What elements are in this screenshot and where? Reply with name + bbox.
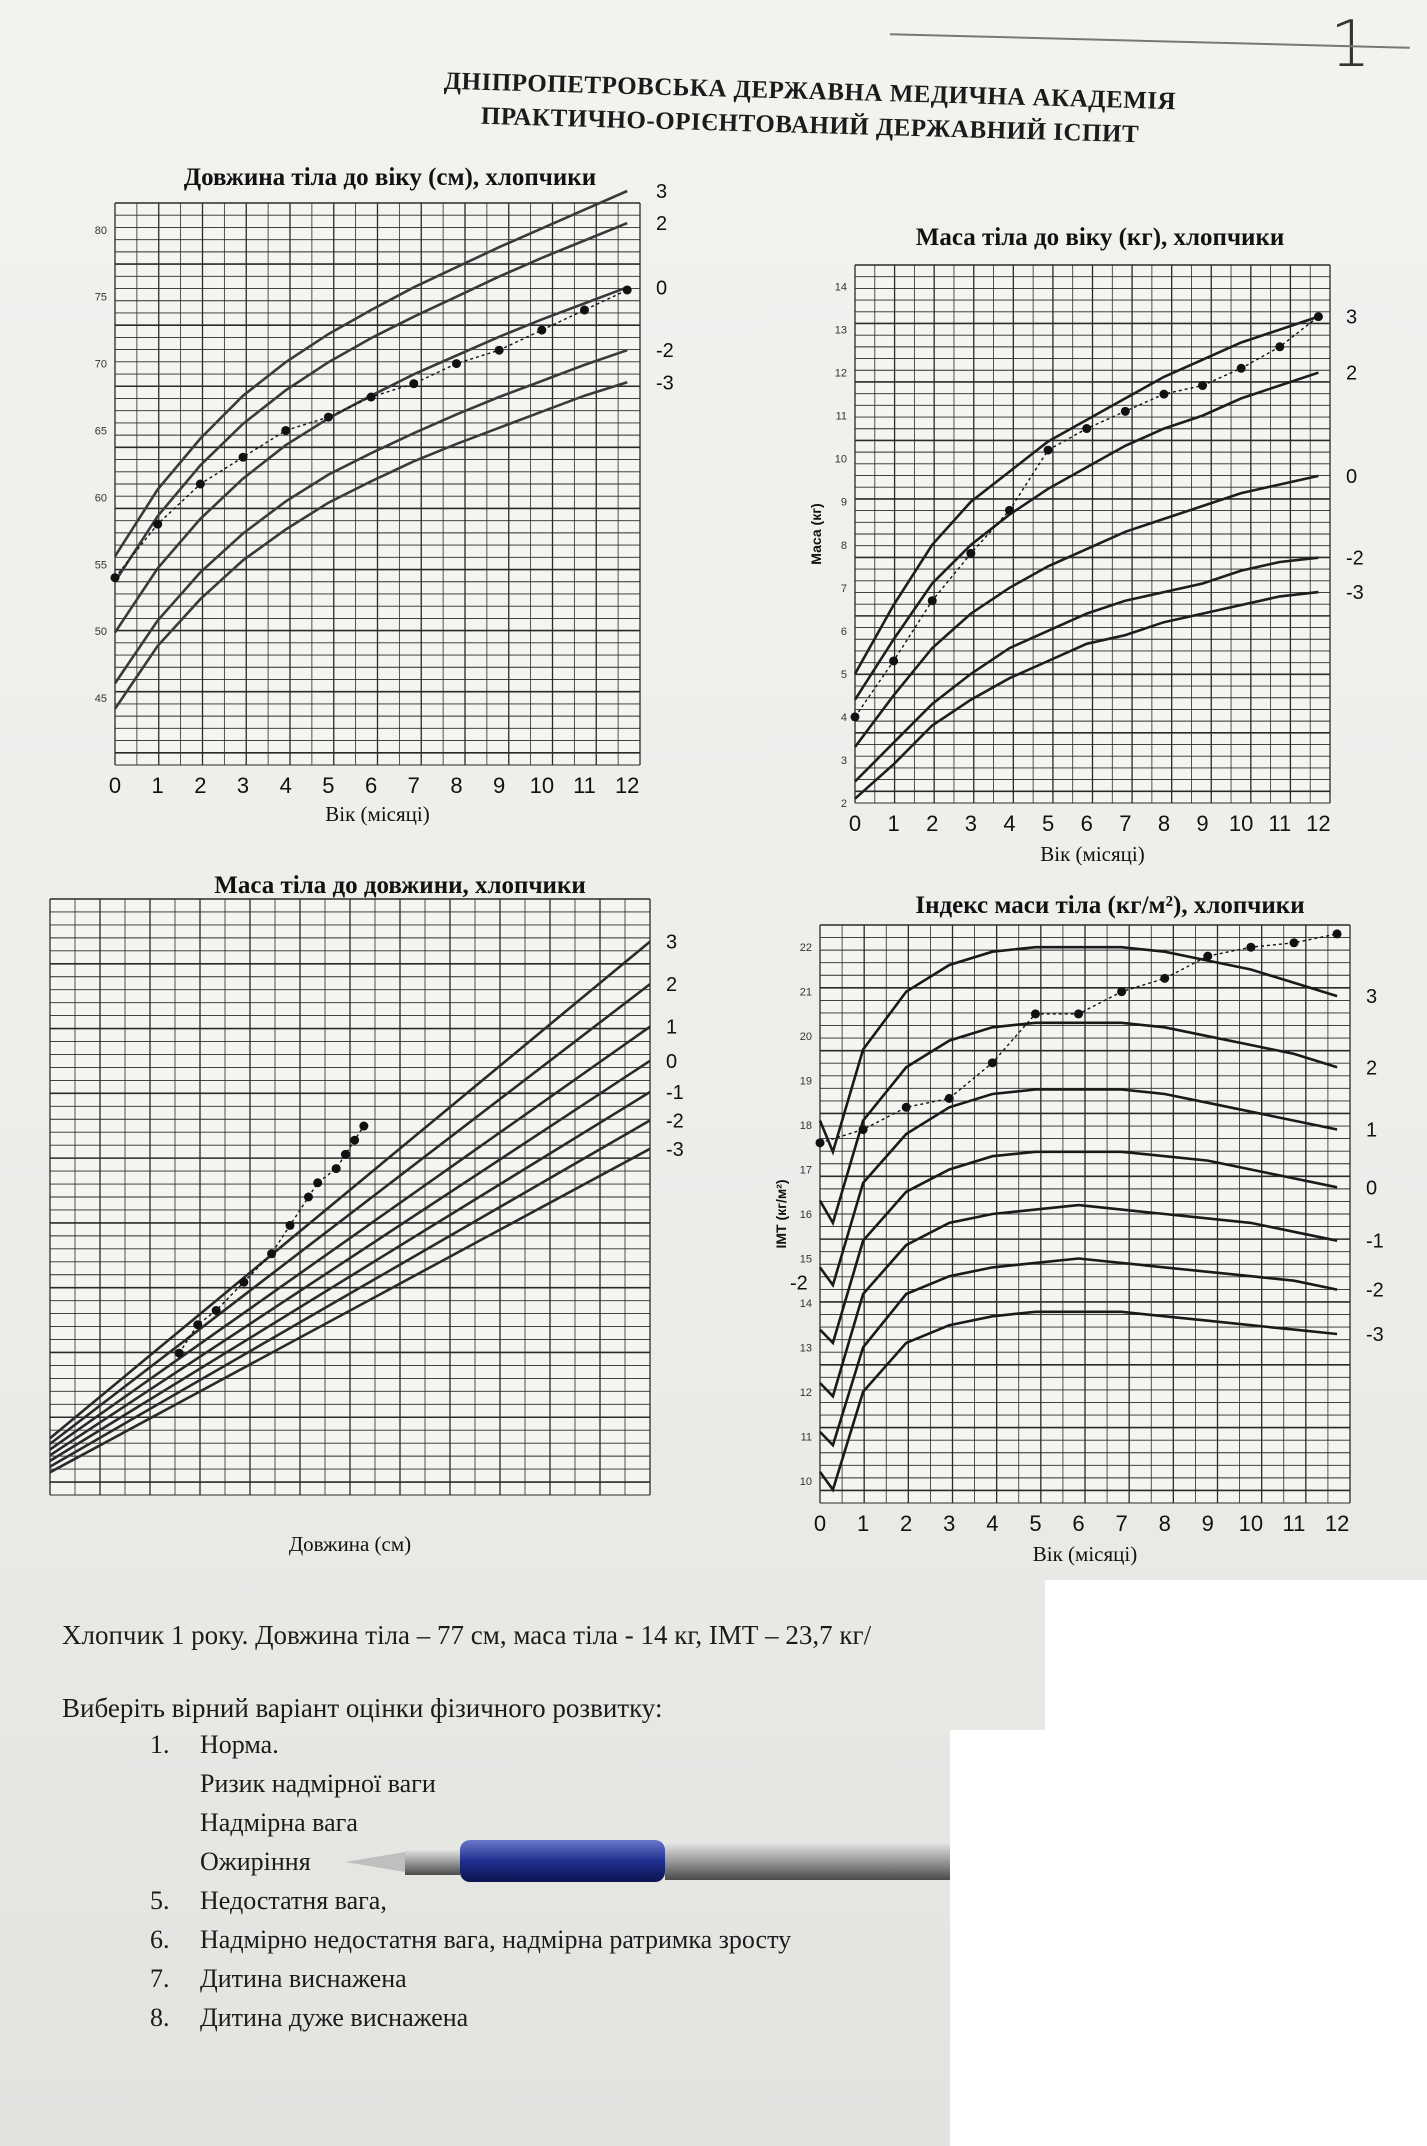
curve-label: -3	[656, 372, 674, 395]
redaction-block	[950, 1730, 1427, 2146]
x-tick-label: 1	[856, 1511, 870, 1536]
curve-label: 3	[1346, 306, 1358, 329]
x-tick-label: 2	[926, 811, 939, 836]
weight-for-length-svg	[20, 865, 740, 1565]
option-number: 5.	[150, 1886, 170, 1915]
patient-point	[495, 346, 504, 355]
x-tick-label: 11	[1282, 1511, 1306, 1536]
y-tick-label: 14	[799, 1297, 812, 1310]
patient-point	[966, 549, 975, 558]
curve-label: 1	[666, 1016, 678, 1039]
option-text: Недостатня вага,	[200, 1886, 387, 1915]
patient-point	[350, 1136, 359, 1145]
patient-point	[945, 1094, 954, 1103]
x-tick-label: 3	[964, 811, 977, 836]
x-tick-label: 12	[1324, 1511, 1350, 1536]
patient-point	[341, 1150, 350, 1159]
curve-label: 0	[666, 1050, 678, 1073]
patient-point	[1314, 312, 1323, 321]
patient-point	[1159, 390, 1168, 399]
patient-point	[1005, 506, 1014, 515]
y-tick-label: 11	[835, 410, 847, 423]
patient-point	[359, 1122, 368, 1131]
patient-point	[851, 712, 860, 721]
option-text: Ожиріння	[200, 1847, 311, 1876]
case-description: Хлопчик 1 року. Довжина тіла – 77 см, маса тіла - 14 кг, ІМТ – 23,7 кг/	[62, 1620, 872, 1650]
x-tick-label: 1	[151, 773, 164, 798]
x-tick-label: 12	[614, 773, 640, 798]
length-for-age-chart	[60, 155, 720, 835]
patient-point	[409, 379, 418, 388]
answer-option[interactable]	[150, 1769, 791, 1808]
x-tick-label: 7	[1115, 1511, 1128, 1536]
option-number: 8.	[150, 2003, 170, 2032]
patient-point	[111, 573, 120, 582]
y-tick-label: 80	[94, 224, 107, 237]
patient-point	[304, 1193, 313, 1202]
patient-point	[1074, 1009, 1083, 1018]
answer-option[interactable]	[150, 1886, 791, 1925]
page-number: 1	[1330, 8, 1371, 82]
patient-point	[313, 1178, 322, 1187]
curve-label: 0	[656, 277, 668, 300]
y-tick-label: 4	[840, 711, 847, 724]
curve-label: -2	[656, 340, 674, 363]
chart-title: Маса тіла до довжини, хлопчики	[214, 872, 586, 899]
option-text: Дитина дуже виснажена	[200, 2003, 469, 2032]
x-tick-label: 11	[1268, 811, 1292, 836]
weight-for-age-svg	[770, 215, 1410, 875]
y-tick-label: 60	[94, 492, 107, 505]
y-tick-label: 7	[840, 582, 847, 595]
patient-point	[1121, 407, 1130, 416]
y-tick-label: 6	[840, 625, 847, 638]
answer-option[interactable]	[150, 1925, 791, 1964]
patient-point	[537, 326, 546, 335]
x-tick-label: 10	[529, 773, 555, 798]
y-tick-label: 3	[840, 754, 847, 767]
patient-point	[239, 1278, 248, 1287]
y-axis-label: ІМТ (кг/м²)	[773, 1179, 789, 1249]
patient-point	[193, 1320, 202, 1329]
x-tick-label: 4	[1003, 811, 1016, 836]
patient-point	[212, 1306, 221, 1315]
exam-name: ПРАКТИЧНО-ОРІЄНТОВАНИЙ ДЕРЖАВНИЙ ІСПИТ	[480, 102, 1140, 149]
x-tick-label: 8	[450, 773, 463, 798]
patient-point	[1082, 424, 1091, 433]
patient-point	[1246, 943, 1255, 952]
y-tick-label: 10	[799, 1475, 812, 1488]
x-tick-label: 0	[813, 1511, 827, 1536]
x-tick-label: 0	[108, 773, 122, 798]
patient-point	[332, 1164, 341, 1173]
patient-point	[196, 480, 205, 489]
x-tick-label: 10	[1238, 1511, 1264, 1536]
y-tick-label: 12	[834, 367, 847, 380]
y-tick-label: 50	[94, 626, 107, 639]
option-text: Ризик надмірної ваги	[200, 1769, 436, 1798]
patient-point	[988, 1058, 997, 1067]
pen-cone	[405, 1849, 460, 1875]
x-axis-label: Вік (місяці)	[325, 802, 430, 826]
x-tick-label: 6	[1080, 811, 1093, 836]
x-tick-label: 5	[322, 773, 335, 798]
patient-point	[1289, 938, 1298, 947]
answer-option[interactable]	[150, 1730, 791, 1769]
x-tick-label: 5	[1041, 811, 1055, 836]
y-tick-label: 75	[94, 291, 107, 304]
patient-point	[367, 393, 376, 402]
patient-point	[1044, 446, 1053, 455]
annotation-label: -2	[790, 1272, 808, 1295]
x-tick-label: 9	[1201, 1511, 1214, 1536]
patient-point	[1333, 929, 1342, 938]
x-axis-label: Довжина (см)	[288, 1532, 412, 1556]
patient-point	[324, 413, 333, 422]
patient-point	[267, 1249, 276, 1258]
x-tick-label: 2	[900, 1511, 913, 1536]
y-tick-label: 8	[840, 539, 847, 552]
chart-title: Маса тіла до віку (кг), хлопчики	[915, 224, 1285, 251]
x-tick-label: 8	[1157, 811, 1171, 836]
y-tick-label: 19	[799, 1075, 812, 1088]
patient-point	[902, 1103, 911, 1112]
x-axis-label: Вік (місяці)	[1032, 1542, 1138, 1566]
curve-label: -3	[1346, 582, 1364, 605]
patient-point	[889, 656, 898, 665]
curve-label: 3	[656, 180, 668, 203]
option-text: Дитина виснажена	[200, 1964, 407, 1993]
answer-option[interactable]	[150, 2003, 791, 2042]
y-tick-label: 11	[800, 1431, 812, 1444]
patient-point	[153, 520, 162, 529]
y-tick-label: 10	[834, 453, 847, 466]
curve-label: -3	[666, 1138, 684, 1161]
pen-grip	[460, 1840, 665, 1882]
bmi-for-age-chart	[770, 885, 1410, 1575]
curve-label: 2	[666, 974, 678, 997]
y-tick-label: 14	[834, 281, 847, 294]
patient-point	[1117, 987, 1126, 996]
option-number: 6.	[150, 1925, 170, 1954]
length-for-age-svg	[60, 155, 720, 835]
x-tick-label: 12	[1306, 811, 1331, 836]
x-tick-label: 7	[1119, 811, 1132, 836]
patient-point	[928, 596, 937, 605]
y-axis-label: Маса (кг)	[808, 503, 824, 565]
pen-barrel	[665, 1842, 965, 1880]
patient-point	[281, 426, 290, 435]
chart-title: Довжина тіла до віку (см), хлопчики	[183, 164, 597, 191]
y-tick-label: 9	[840, 496, 847, 509]
curve-label: -1	[666, 1081, 684, 1104]
option-number: 7.	[150, 1964, 170, 1993]
option-number: 1.	[150, 1730, 170, 1759]
curve-label: 2	[1346, 362, 1358, 385]
patient-point	[452, 359, 461, 368]
x-tick-label: 11	[573, 773, 596, 798]
patient-point	[286, 1221, 295, 1230]
y-tick-label: 21	[799, 986, 812, 999]
patient-point	[859, 1125, 868, 1134]
curve-label: 0	[1346, 465, 1358, 488]
y-tick-label: 18	[799, 1120, 812, 1133]
bmi-for-age-svg	[770, 885, 1410, 1575]
weight-for-length-chart	[20, 865, 740, 1565]
x-tick-label: 6	[1072, 1511, 1085, 1536]
patient-point	[175, 1349, 184, 1358]
curve-label: -1	[1366, 1230, 1384, 1253]
curve-label: 1	[1366, 1119, 1378, 1142]
academy-name: ДНІПРОПЕТРОВСЬКА ДЕРЖАВНА МЕДИЧНА АКАДЕМІЯ	[443, 67, 1177, 116]
x-tick-label: 9	[493, 773, 506, 798]
patient-point	[1031, 1009, 1040, 1018]
y-tick-label: 12	[799, 1386, 812, 1399]
curve-label: 3	[1366, 986, 1378, 1009]
y-tick-label: 2	[840, 798, 847, 810]
patient-point	[623, 285, 632, 294]
x-tick-label: 2	[194, 773, 207, 798]
x-tick-label: 7	[407, 773, 420, 798]
weight-for-age-chart	[770, 215, 1410, 875]
curve-label: -2	[1366, 1279, 1384, 1302]
x-axis-label: Вік (місяці)	[1040, 842, 1145, 866]
curve-label: 2	[656, 213, 668, 236]
y-tick-label: 55	[94, 559, 107, 572]
x-tick-label: 1	[887, 811, 900, 836]
y-tick-label: 13	[799, 1342, 812, 1355]
y-tick-label: 15	[799, 1253, 812, 1266]
x-tick-label: 0	[848, 811, 862, 836]
patient-point	[239, 453, 248, 462]
y-tick-label: 45	[94, 693, 107, 706]
patient-point	[1237, 364, 1246, 373]
patient-point	[580, 306, 589, 315]
curve-label: 3	[666, 931, 678, 954]
x-tick-label: 9	[1196, 811, 1209, 836]
question-prompt: Виберіть вірний варіант оцінки фізичного розвитку:	[62, 1693, 663, 1723]
x-tick-label: 3	[943, 1511, 956, 1536]
x-tick-label: 4	[279, 773, 292, 798]
option-text: Норма.	[200, 1730, 279, 1759]
y-tick-label: 16	[799, 1209, 812, 1221]
y-tick-label: 22	[799, 942, 812, 955]
y-tick-label: 65	[94, 425, 107, 438]
y-tick-label: 13	[834, 324, 847, 337]
pen-image	[345, 1832, 965, 1888]
y-tick-label: 5	[840, 668, 847, 681]
chart-title: Індекс маси тіла (кг/м²), хлопчики	[915, 892, 1305, 919]
y-tick-label: 20	[799, 1031, 812, 1044]
option-text: Надмірна вага	[200, 1808, 358, 1837]
patient-point	[816, 1138, 825, 1147]
curve-label: 2	[1366, 1057, 1378, 1080]
patient-point	[1198, 381, 1207, 390]
x-tick-label: 8	[1158, 1511, 1171, 1536]
option-text: Надмірно недостатня вага, надмірна ратримка зросту	[200, 1925, 792, 1954]
y-tick-label: 17	[799, 1164, 812, 1177]
x-tick-label: 6	[364, 773, 378, 798]
x-tick-label: 5	[1029, 1511, 1042, 1536]
patient-point	[1160, 974, 1169, 983]
patient-point	[1275, 342, 1284, 351]
x-tick-label: 3	[236, 773, 250, 798]
x-tick-label: 4	[986, 1511, 999, 1536]
answer-option[interactable]	[150, 1964, 791, 2003]
pen-tip	[345, 1852, 405, 1872]
y-tick-label: 70	[94, 358, 107, 371]
curve-label: -2	[666, 1110, 684, 1133]
curve-label: -3	[1366, 1324, 1384, 1347]
curve-label: 0	[1366, 1177, 1378, 1200]
patient-point	[1203, 952, 1212, 961]
curve-label: -2	[1346, 547, 1364, 570]
x-tick-label: 10	[1228, 811, 1254, 836]
